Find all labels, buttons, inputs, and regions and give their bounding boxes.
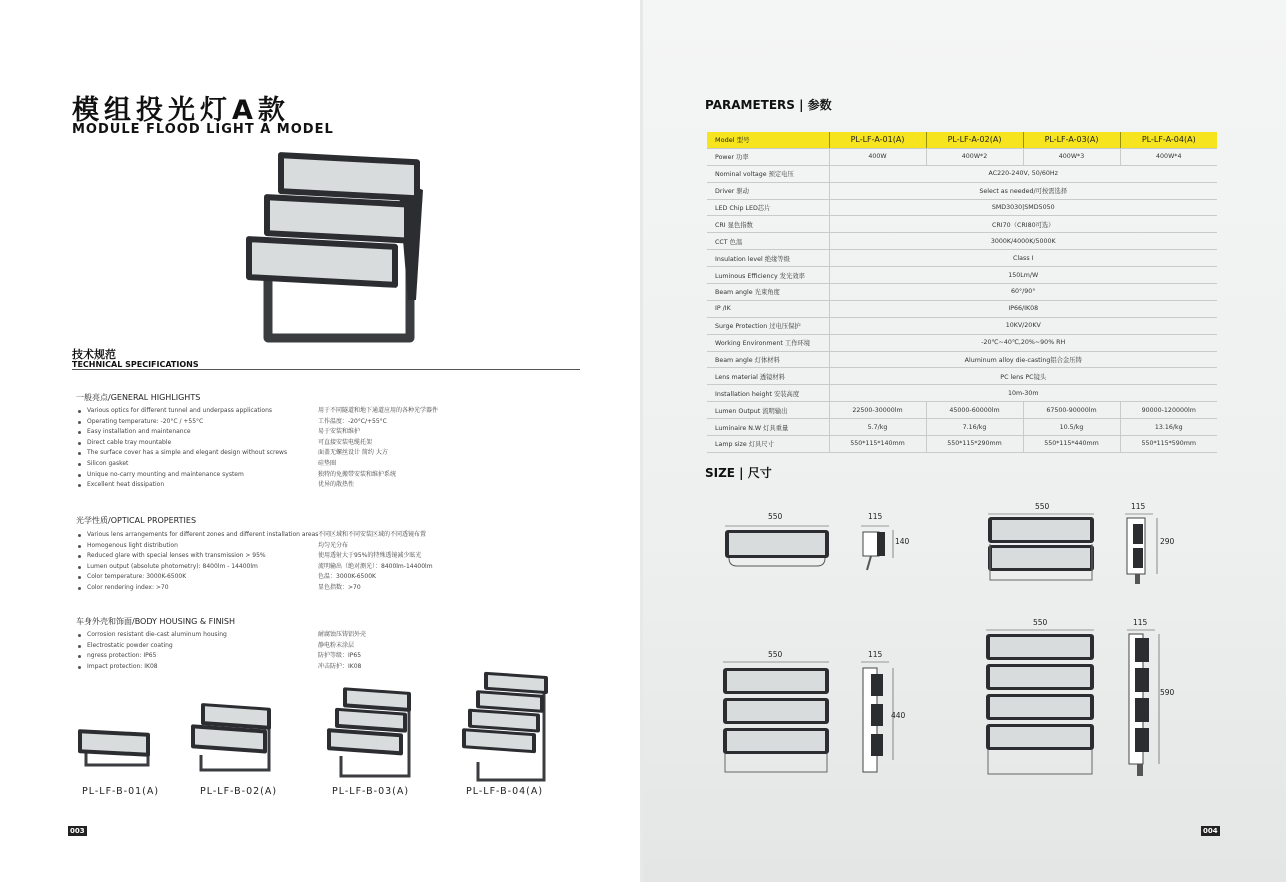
table-cell: Select as needed/可按需选择 bbox=[829, 182, 1217, 199]
table-row bbox=[707, 419, 1217, 436]
table-header-cell: PL-LF-A-02(A) bbox=[926, 132, 1023, 148]
table-cell: Surge Protection 过电压保护 bbox=[707, 317, 829, 334]
size-drawing-front-4 bbox=[984, 628, 1098, 778]
table-cell: Aluminum alloy die-casting铝合金压铸 bbox=[829, 351, 1217, 368]
table-cell: 400W*4 bbox=[1120, 148, 1217, 165]
table-row bbox=[707, 233, 1217, 250]
parameters-table bbox=[707, 132, 1217, 453]
table-cell: Luminous Efficiency 发光效率 bbox=[707, 267, 829, 284]
table-cell: Working Environment 工作环境 bbox=[707, 334, 829, 351]
model-image-b02 bbox=[187, 700, 282, 775]
model-image-b03 bbox=[325, 686, 420, 781]
table-row bbox=[707, 216, 1217, 233]
right-page bbox=[643, 0, 1286, 882]
list-item: Reduced glare with special lenses with transmission > 95% 使用透射大于95%的特殊透镜减少眩光 bbox=[78, 551, 548, 562]
dimension-depth-label: 115 bbox=[1133, 618, 1148, 627]
table-row bbox=[707, 436, 1217, 453]
optical-properties-list bbox=[78, 530, 548, 594]
size-drawing-front-1 bbox=[723, 522, 833, 572]
list-item: Excellent heat dissipation 优异的散热性 bbox=[78, 480, 548, 491]
table-cell: 5.7/kg bbox=[829, 419, 926, 436]
table-cell: -20℃~40℃,20%~90% RH bbox=[829, 334, 1217, 351]
table-row bbox=[707, 148, 1217, 165]
size-drawing-front-2 bbox=[986, 512, 1098, 584]
table-cell: Insulation level 绝缘等级 bbox=[707, 250, 829, 267]
table-cell: 400W bbox=[829, 148, 926, 165]
list-item: Color rendering index: >70 显色指数：>70 bbox=[78, 583, 548, 594]
table-cell: Nominal voltage 预定电压 bbox=[707, 165, 829, 182]
table-cell: 13.16/kg bbox=[1120, 419, 1217, 436]
table-cell: CRI70（CRI80可选） bbox=[829, 216, 1217, 233]
table-cell: 60°/90° bbox=[829, 284, 1217, 301]
tech-spec-heading-cn: 技术规范 bbox=[72, 348, 116, 361]
table-row bbox=[707, 385, 1217, 402]
hero-product-image bbox=[238, 150, 438, 350]
table-cell: Lamp size 灯具尺寸 bbox=[707, 436, 829, 453]
housing-finish-list bbox=[78, 630, 548, 672]
dimension-height-label: 290 bbox=[1160, 537, 1175, 546]
table-cell: 150Lm/W bbox=[829, 267, 1217, 284]
model-caption: PL-LF-B-04(A) bbox=[466, 786, 544, 797]
table-row bbox=[707, 300, 1217, 317]
section-heading-optical: 光学性质/OPTICAL PROPERTIES bbox=[76, 516, 197, 525]
list-item: Unique no-carry mounting and maintenance system 独特的免搬带安装和维护系统 bbox=[78, 470, 548, 481]
table-row bbox=[707, 334, 1217, 351]
table-cell: Class I bbox=[829, 250, 1217, 267]
table-row bbox=[707, 250, 1217, 267]
table-cell: Luminaire N.W 灯具重量 bbox=[707, 419, 829, 436]
list-item: ngress protection: IP65 防护等级：IP65 bbox=[78, 651, 548, 662]
page-number-right: 004 bbox=[1203, 827, 1218, 835]
dimension-width-label: 550 bbox=[1033, 618, 1048, 627]
dimension-width-label: 550 bbox=[1035, 502, 1050, 511]
table-cell: SMD3030|SMD5050 bbox=[829, 199, 1217, 216]
section-heading-housing: 车身外壳和饰面/BODY HOUSING & FINISH bbox=[76, 617, 236, 626]
list-item: Silicon gasket 硅垫圈 bbox=[78, 459, 548, 470]
table-cell: 22500-30000lm bbox=[829, 402, 926, 419]
list-item: Homogenous light distribution 均匀光分布 bbox=[78, 541, 548, 552]
table-row bbox=[707, 267, 1217, 284]
table-row bbox=[707, 368, 1217, 385]
table-cell: 550*115*440mm bbox=[1023, 436, 1120, 453]
table-cell: 550*115*590mm bbox=[1120, 436, 1217, 453]
table-row bbox=[707, 182, 1217, 199]
left-page bbox=[0, 0, 640, 882]
table-cell: Power 功率 bbox=[707, 148, 829, 165]
tech-spec-heading-en: TECHNICAL SPECIFICATIONS bbox=[72, 360, 199, 369]
general-highlights-list bbox=[78, 406, 548, 491]
table-cell: Beam angle 光束角度 bbox=[707, 284, 829, 301]
table-cell: Driver 驱动 bbox=[707, 182, 829, 199]
list-item: Corrosion resistant die-cast aluminum housing 耐腐蚀压铸铝外壳 bbox=[78, 630, 548, 641]
size-drawing-front-3 bbox=[721, 660, 833, 776]
model-image-b01 bbox=[76, 725, 156, 770]
model-caption: PL-LF-B-03(A) bbox=[332, 786, 410, 797]
list-item: The surface cover has a simple and elegant design without screws 面盖无螺丝设计 简约 大方 bbox=[78, 448, 548, 459]
dimension-width-label: 550 bbox=[768, 512, 783, 521]
model-caption: PL-LF-B-02(A) bbox=[200, 786, 278, 797]
dimension-depth-label: 115 bbox=[868, 512, 883, 521]
dimension-width-label: 550 bbox=[768, 650, 783, 659]
table-cell: 400W*2 bbox=[926, 148, 1023, 165]
dimension-height-label: 140 bbox=[895, 537, 910, 546]
list-item: Operating temperature: -20°C / +55°C 工作温度：-20°C/+55°C bbox=[78, 417, 548, 428]
table-cell: Model 型号 bbox=[707, 132, 829, 148]
list-item: Various lens arrangements for different zones and different installation areas 不同区域和不同安装区域的不同透镜布置 bbox=[78, 530, 548, 541]
list-item: Direct cable tray mountable 可直接安装电缆托架 bbox=[78, 438, 548, 449]
section-heading-general: 一般亮点/GENERAL HIGHLIGHTS bbox=[76, 393, 201, 402]
table-row bbox=[707, 165, 1217, 182]
table-cell: 550*115*140mm bbox=[829, 436, 926, 453]
table-cell: Lumen Output 流明输出 bbox=[707, 402, 829, 419]
size-heading: SIZE | 尺寸 bbox=[705, 466, 772, 480]
size-drawing-side-4 bbox=[1125, 628, 1165, 778]
table-row bbox=[707, 402, 1217, 419]
table-header-row bbox=[707, 132, 1217, 148]
table-cell: 10m-30m bbox=[829, 385, 1217, 402]
list-item: Impact protection: IK08 冲击防护：IK08 bbox=[78, 662, 548, 673]
list-item: Various optics for different tunnel and underpass applications 用于不同隧道和地下通道应用的各种光学器件 bbox=[78, 406, 548, 417]
table-cell: IP66/IK08 bbox=[829, 300, 1217, 317]
table-cell: Beam angle 灯体材料 bbox=[707, 351, 829, 368]
table-cell: IP /IK bbox=[707, 300, 829, 317]
table-cell: 7.16/kg bbox=[926, 419, 1023, 436]
size-drawing-side-2 bbox=[1123, 512, 1163, 584]
table-cell: Lens material 透镜材料 bbox=[707, 368, 829, 385]
table-row bbox=[707, 317, 1217, 334]
table-cell: 10.5/kg bbox=[1023, 419, 1120, 436]
table-cell: Installation height 安装高度 bbox=[707, 385, 829, 402]
table-header-cell: PL-LF-A-01(A) bbox=[829, 132, 926, 148]
table-header-cell: PL-LF-A-03(A) bbox=[1023, 132, 1120, 148]
table-header-cell: PL-LF-A-04(A) bbox=[1120, 132, 1217, 148]
table-cell: 90000-120000lm bbox=[1120, 402, 1217, 419]
table-cell: 400W*3 bbox=[1023, 148, 1120, 165]
table-cell: AC220-240V, 50/60Hz bbox=[829, 165, 1217, 182]
table-cell: 550*115*290mm bbox=[926, 436, 1023, 453]
dimension-depth-label: 115 bbox=[1131, 502, 1146, 511]
table-cell: 10KV/20KV bbox=[829, 317, 1217, 334]
table-cell: CRI 显色指数 bbox=[707, 216, 829, 233]
parameters-heading: PARAMETERS | 参数 bbox=[705, 98, 832, 112]
table-row bbox=[707, 284, 1217, 301]
list-item: Color temperature: 3000K-6500K 色温：3000K-6500K bbox=[78, 572, 548, 583]
dimension-height-label: 590 bbox=[1160, 688, 1175, 697]
tech-spec-divider bbox=[72, 369, 580, 370]
table-cell: LED Chip LED芯片 bbox=[707, 199, 829, 216]
size-drawing-side-1 bbox=[859, 522, 899, 572]
list-item: Electrostatic powder coating 静电粉末涂层 bbox=[78, 641, 548, 652]
table-cell: 45000-60000lm bbox=[926, 402, 1023, 419]
page-number-left: 003 bbox=[70, 827, 85, 835]
table-cell: 67500-90000lm bbox=[1023, 402, 1120, 419]
table-cell: CCT 色温 bbox=[707, 233, 829, 250]
model-caption: PL-LF-B-01(A) bbox=[82, 786, 160, 797]
table-row bbox=[707, 199, 1217, 216]
table-cell: 3000K/4000K/5000K bbox=[829, 233, 1217, 250]
page-title-en: MODULE FLOOD LIGHT A MODEL bbox=[72, 122, 334, 137]
table-row bbox=[707, 351, 1217, 368]
dimension-depth-label: 115 bbox=[868, 650, 883, 659]
page-title-cn: 模组投光灯A款 bbox=[72, 95, 290, 126]
list-item: Lumen output (absolute photometry): 8400lm - 14400lm 流明输出（绝对测光）：8400lm-14400lm bbox=[78, 562, 548, 573]
list-item: Easy installation and maintenance 易于安装和维护 bbox=[78, 427, 548, 438]
model-image-b04 bbox=[460, 670, 555, 785]
dimension-height-label: 440 bbox=[891, 711, 906, 720]
table-cell: PC lens PC镜头 bbox=[829, 368, 1217, 385]
